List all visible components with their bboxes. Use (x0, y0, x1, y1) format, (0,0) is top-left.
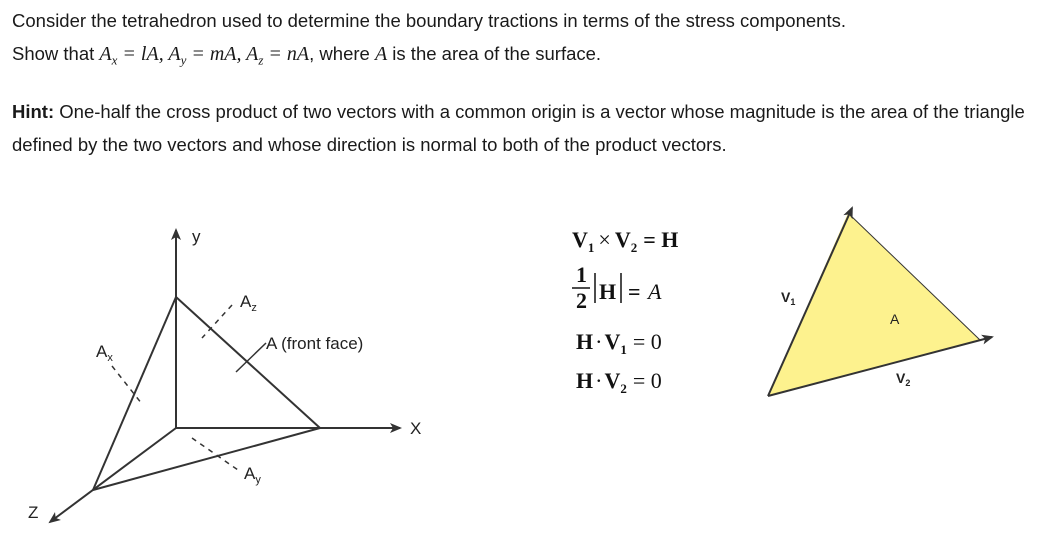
triangle-diagram (768, 208, 992, 396)
problem-line-1: Consider the tetrahedron used to determine the boundary tractions in terms of the stress components. (12, 10, 846, 31)
v1-label: $V_1$ (781, 289, 796, 307)
z-axis-label: Z (28, 503, 39, 522)
v2-label: $V_2$ (896, 370, 911, 388)
problem-line-2-start: Show that (12, 43, 100, 64)
az-symbol: A (246, 43, 259, 65)
x-axis-label: X (410, 419, 422, 438)
magnitude-h: H (599, 279, 617, 304)
equations-block (572, 227, 678, 396)
equals-sign: = (628, 279, 641, 304)
area-symbol: A (374, 43, 388, 65)
triangle-area-label: A (890, 311, 900, 327)
equation-h-dot-v1: $H\cdot V_1 = 0$ (576, 329, 662, 357)
tetrahedron-diagram (28, 227, 421, 522)
edge-z-to-y (93, 297, 176, 490)
half-numerator: 1 (576, 262, 587, 287)
az-equation: = nA (263, 43, 310, 65)
ax-face-label: $A_x$ (96, 342, 113, 364)
ax-subscript: x (111, 52, 118, 68)
ay-subscript: y (180, 52, 187, 68)
ax-equation: = lA, (117, 43, 169, 65)
front-face-label: A (front face) (266, 334, 364, 353)
edge-z-to-x (93, 428, 320, 490)
az-subscript: z (258, 52, 264, 68)
az-face-label: $A_z$ (240, 292, 257, 314)
equation-half-magnitude (572, 262, 662, 313)
front-face-leader (236, 343, 266, 372)
area-a: A (648, 279, 662, 304)
hint-label: Hint: (12, 101, 55, 122)
ax-symbol: A (99, 43, 112, 65)
ay-leader (192, 438, 238, 470)
y-axis-label: y (192, 227, 201, 246)
ay-face-label: $A_y$ (244, 464, 261, 486)
equation-cross-product: $V_1 \times V_2 = H$ (572, 227, 679, 255)
equation-h-dot-v2: $H\cdot V_2 = 0$ (576, 368, 662, 396)
half-denominator: 2 (576, 288, 587, 313)
ay-symbol: A (168, 43, 181, 65)
problem-line-2-tail: is the area of the surface. (387, 43, 602, 64)
ay-equation: = mA, (186, 43, 247, 65)
edge-y-to-x (176, 297, 320, 428)
problem-line-2-mid: , where (309, 43, 375, 64)
hint-text: One-half the cross product of two vectors with a common origin is a vector whose magnitude is the area of the triangle defined by the two vectors and whose direction is normal to both of the product vectors. (12, 101, 1025, 155)
